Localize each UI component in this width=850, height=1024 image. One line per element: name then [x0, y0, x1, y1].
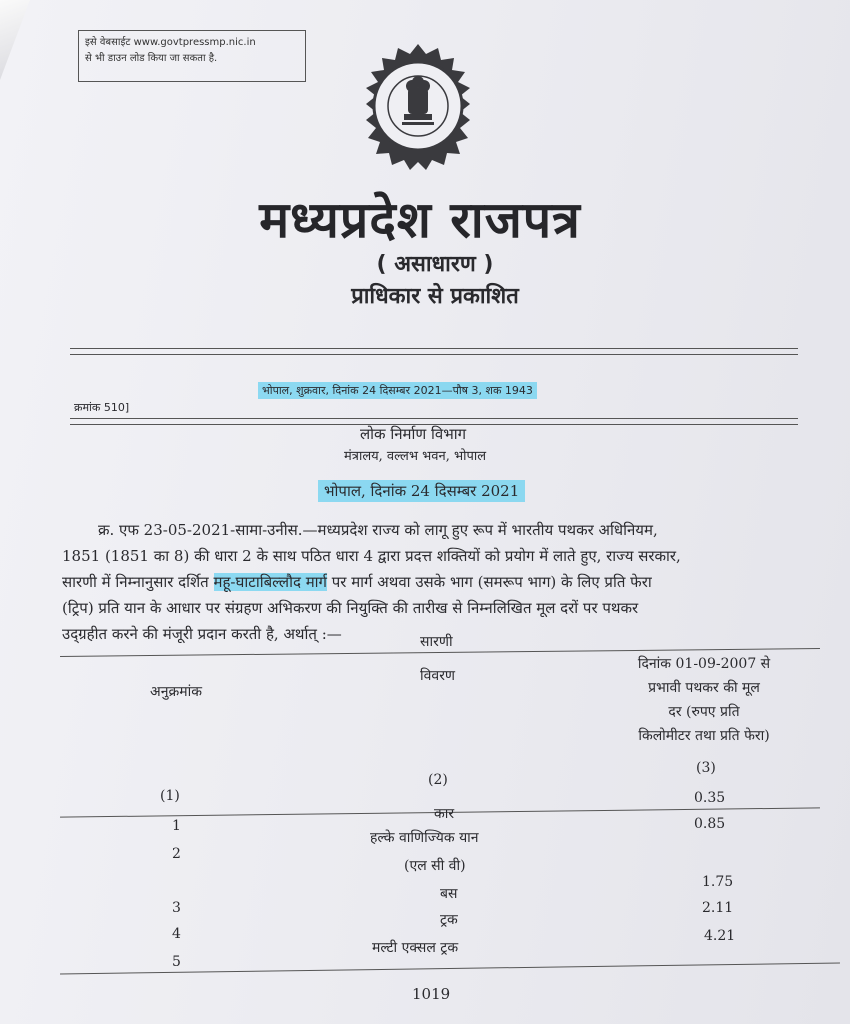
gazette-dateline: भोपाल, शुक्रवार, दिनांक 24 दिसम्बर 2021—पौष 3, शक 1943 — [258, 382, 537, 399]
department-name: लोक निर्माण विभाग — [360, 425, 467, 443]
paragraph-line-3-start: सारणी में निम्नानुसार दर्शित — [62, 573, 214, 591]
gazette-authority: प्राधिकार से प्रकाशित — [351, 284, 519, 309]
header-rate-line-4: किलोमीटर तथा प्रति फेरा) — [638, 728, 770, 744]
gazette-title: मध्यप्रदेश राजपत्र — [259, 191, 581, 249]
website-note — [78, 30, 306, 82]
header-rate-line-1: दिनांक 01-09-2007 से — [637, 656, 771, 672]
header-serial: अनुक्रमांक — [150, 684, 202, 700]
header-rule-top-2 — [70, 354, 798, 355]
row-1-rate: 0.35 — [694, 790, 726, 806]
order-date: भोपाल, दिनांक 24 दिसम्बर 2021 — [318, 480, 525, 502]
paragraph-line-1: क्र. एफ 23-05-2021-सामा-उनीस.—मध्यप्रदेश राज्य को लागू हुए रूप में भारतीय पथकर अधिनियम, — [98, 521, 658, 539]
row-1-serial: 1 — [172, 818, 181, 834]
row-3-rate: 1.75 — [702, 874, 734, 890]
row-4-description: ट्रक — [440, 912, 458, 928]
issue-number: क्रमांक 510] — [74, 401, 130, 414]
row-5-description: मल्टी एक्सल ट्रक — [372, 940, 459, 956]
row-5-rate: 4.21 — [704, 928, 736, 944]
paragraph-line-3-end: पर मार्ग अथवा उसके भाग (समरूप भाग) के लिए प्रति फेरा — [327, 573, 652, 591]
header-description: विवरण — [420, 668, 456, 684]
row-2-rate: 0.85 — [694, 816, 726, 832]
header-rate-line-2: प्रभावी पथकर की मूल — [648, 680, 760, 696]
row-1-description: कार — [434, 806, 455, 822]
ashoka-emblem-icon — [348, 42, 488, 170]
header-rule-bottom — [70, 418, 798, 419]
website-note-line-1: इसे वेबसाईट www.govtpressmp.nic.in — [85, 37, 256, 48]
gazette-edition: ( असाधारण ) — [376, 252, 494, 277]
road-name-highlight: महू-घाटाबिल्लौद मार्ग — [213, 573, 328, 591]
column-number-1: (1) — [160, 788, 180, 804]
website-note-line-2: से भी डाउन लोड किया जा सकता है. — [85, 53, 218, 64]
row-2-description: हल्के वाणिज्यिक यान — [370, 830, 479, 846]
row-4-rate: 2.11 — [702, 900, 734, 916]
header-rate — [604, 652, 804, 748]
department-address: मंत्रालय, वल्लभ भवन, भोपाल — [344, 449, 487, 464]
order-paragraph — [62, 517, 822, 647]
paragraph-line-3 — [62, 569, 822, 595]
page-number: 1019 — [412, 985, 451, 1003]
row-5-serial: 5 — [172, 954, 181, 970]
paragraph-line-5: उद्ग्रहीत करने की मंजूरी प्रदान करती है, अर्थात् :— — [62, 625, 342, 643]
row-3-description: बस — [440, 886, 458, 902]
column-number-2: (2) — [428, 772, 448, 788]
row-2-serial: 2 — [172, 846, 181, 862]
column-number-3: (3) — [696, 760, 716, 776]
header-rate-line-3: दर (रुपए प्रति — [668, 704, 740, 720]
paragraph-line-2: 1851 (1851 का 8) की धारा 2 के साथ पठित धारा 4 द्वारा प्रदत्त शक्तियों को प्रयोग में लाते हुए, राज्य सरकार, — [62, 547, 681, 565]
page-fold — [0, 0, 30, 80]
row-2-description-abbr: (एल सी वी) — [404, 858, 466, 874]
paragraph-line-4: (ट्रिप) प्रति यान के आधार पर संग्रहण अभिकरण की नियुक्ति की तारीख से निम्नलिखित मूल दरों पर पथकर — [62, 599, 639, 617]
header-rule-top — [70, 348, 798, 349]
table-title: सारणी — [420, 634, 453, 650]
row-4-serial: 4 — [172, 926, 181, 942]
row-3-serial: 3 — [172, 900, 181, 916]
